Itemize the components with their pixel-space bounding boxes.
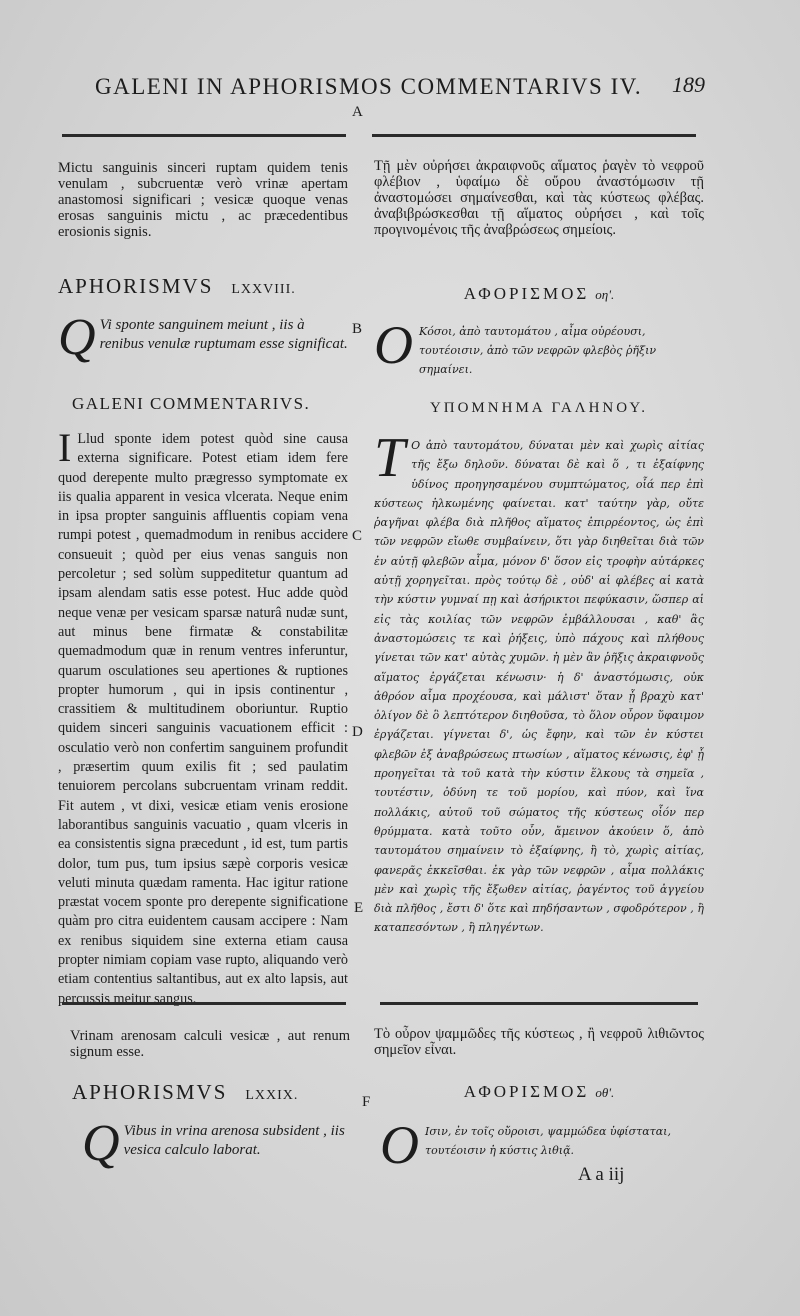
summary-top-latin: Mictu sanguinis sinceri ruptam quidem tenis venulam , subcruentæ verò vrinæ apertam anastomosi significari ; vesicæ quoque venas erosas sanguinis mictu , ac præcedentibus erosionis signis. xyxy=(58,160,348,240)
aphorism-78-label-greek: ΑΦΟΡΙΣΜΟΣ xyxy=(463,284,590,303)
running-title: GALENI IN APHORISMOS COMMENTARIVS IV. xyxy=(95,74,643,99)
aphorism-78-heading-latin xyxy=(58,274,348,299)
mid-rule-left xyxy=(62,1002,346,1005)
aphorism-79-initial-greek: Ο xyxy=(380,1115,419,1175)
top-rule-left xyxy=(62,134,346,137)
aphorism-79-body-latin: Vibus in vrina arenosa subsident , iis vesica calculo laborat. xyxy=(123,1123,345,1158)
aphorism-78-body-latin: Vi sponte sanguinem meiunt , iis à renibus venulæ ruptuтam esse significat. xyxy=(99,317,348,352)
signature-mark: A a iij xyxy=(578,1164,625,1185)
commentary-78-body-greek: Ο ἀπὸ ταυτομάτου, δύναται μὲν καὶ χωρὶς αἰτίας τῆς ἔξω δηλοῦν. δύναται δὲ καὶ ὅ , τι ἐξαίφνης ὑδίνος προηγησαμένου συμπτώματος, οἷά περ ἐπὶ κύστεως ἡλκωμένης φαίνεται. κατ' ταύτην γὰρ, οὔτε ῥαγῆναι φλέβα διὰ πλῆθος αἵματος ἐπιρρέοντος, ὡς ἐπὶ τῶν νεφρῶν εἴωθε συμβαίνειν, ὅτι γὰρ διηθεῖται διὰ τῶν ἐν αὐτῇ φλεβῶν αἷμα, μόνον δ' ὅσον εἰς τροφὴν αὐτάρκες αὐτῇ χορηγεῖται. πρὸς τούτῳ δὲ , οὐδ' αἱ φλέβες αἱ κατὰ τὴν κύστιν γυμναί πῃ καὶ ἀσήρικτοι πεφύκασιν, ὥσπερ αἱ εἰς τὰς κοιλίας τῶν νεφρῶν ἐμβάλλουσαι , καθ' ἃς ἀναστομώσεις τε καὶ ῥήξεις, ὑπὸ πάχους καὶ πλήθους γίνεται τῶν κατ' αὐτὰς χυμῶν. ἡ μὲν ἂν ῥῆξις ἀκραιφνοῦς αἵματος ἐργάζεται κένωσιν· ἡ δ' ἀναστόμωσις, οὐκ ἀθρόον αἷμα προχέουσα, καὶ μάλιστ' ὅταν ᾖ βραχὺ κατ' ὀλίγον δὲ ὃ λεπτότερον διηθοῦσα, τὸ ὅλον οὖρον ὕφαιμον ἐργάζεται. γίγνεται δ', ὡς ἔφην, καὶ τῶν ἐν κύστει φλεβῶν ἐξ ἀναβρώσεως πτωσίων , αἵματος κένωσις, ἐφ' ᾗ προηγεῖται τὰ τοῦ κατὰ τὴν κύστιν ἕλκους τὰ σημεῖα , τουτέστιν, ὀδύνη τε τοῦ μορίου, καὶ πύον, καὶ ἴνα πολλάκις, αὐτοῦ τοῦ σώματος τῆς κύστεως οἷόν περ θρύμματα. κατὰ τοῦτο οὖν, ἄμεινον ἀκούειν ὅ, ἀπὸ ταυτομάτου σημαίνειν τὸ ἐξαίφνης, ἢ τὸ, χωρὶς αἰτίας, φανερᾶς ἐκκεῖσθαι. ἐκ γὰρ τῶν νεφρῶν , αἷμα πολλάκις μὲν καὶ χωρὶς τῆς ἔξωθεν αἰτίας, ῥαγέντος τοῦ ἀγγείου διὰ πλῆθος , ἔστι δ' ὅτε καὶ πηδήσαντων , σφοδρότερον , ἢ καταπεσόντων , ἢ πληγέντων. xyxy=(374,439,704,935)
aphorism-79-label-greek: ΑΦΟΡΙΣΜΟΣ xyxy=(463,1082,590,1101)
aphorism-78-label-latin: APHORISMVS xyxy=(58,274,214,298)
commentary-78-body-latin: Llud sponte idem potest quòd sine causa externa significare. Potest etiam idem fere quod derepente multo prægressо symptomate ex iis qualia apparent in vesica vlcerata. Neque enim in ipsa propter sanguinis affluentis copiam vena rumpi potest , quemadmodum in renibus accidere consueuit ; quòd per eius venas sanguis non percoletur ; sed solùm suppeditetur quantum ad ipsam alendam satis esse potest. Huc adde quòd neque venæ per vesicam sparsæ naturâ nudæ sunt, aut minus bene firmatæ & constabilitæ quemadmodum quæ in renum ventres inferuntur, quarum osculationes seu apertiones & ruptiones propter humorum , qui in ipsis continentur , crassitiem & multitudinem oboriuntur. Ruptio quidem sinceri sanguinis vacuationem efficit : osculatio verò non confertim sanguinem profundit , præsertim quum exilis fit ; sed paulatim tenuiorem percolans subcruentam vrinam reddit. Fit autem , vt dixi, vesicæ etiam venis erosione laborantibus sanguinis vacuatio , quam vlceris in ea consistentis signa præcedunt , id est, tum partis dolor, tum pus, tum ipsius sæpè corporis vesicæ veluti minuta quædam ramenta. Hac igitur ratione præstat vocem sponte pro derepente significatione quàm pro citra euidentem causam accipere : Nam ex renibus siquidem sine externa etiam causa propter nimiam copiam vase rupto, aliquando verò etiam contentius saltantibus, aut ex alto lapsis, aut percussis meitur sangus. xyxy=(58,431,348,1007)
commentary-78-text-latin xyxy=(58,425,348,1009)
commentary-78-initial-greek: Τ xyxy=(374,427,406,489)
aphorism-78-initial-latin: Q xyxy=(58,309,96,366)
aphorism-78-number-latin: LXXVIII. xyxy=(231,282,296,297)
commentary-78-heading-greek: ΥΠΟΜΝΗΜΑ ΓΑΛΗΝΟΥ. xyxy=(429,400,649,416)
aphorism-79-heading-greek xyxy=(374,1082,704,1102)
margin-letter-c: C xyxy=(352,528,363,544)
aphorism-78-text-latin xyxy=(58,309,348,366)
commentary-78-initial-latin: I xyxy=(58,425,72,470)
aphorism-78-body-greek: Κόσοι, ἀπὸ ταυτομάτου , αἷμα οὐρέουσι, τουτέοισιν, ἀπὸ τῶν νεφρῶν φλεβὸς ῥῆξιν σημαίνει. xyxy=(419,325,657,376)
aphorism-79-body-greek: Ισιν, ἐν τοῖς οὔροισι, ψαμμώδεα ὑφίσταται, τουτέοισιν ἡ κύστις λιθιᾷ. xyxy=(425,1125,671,1157)
margin-letter-e: E xyxy=(354,900,364,916)
aphorism-79-number-greek: οθ'. xyxy=(595,1085,615,1100)
aphorism-79-text-latin xyxy=(82,1115,352,1172)
aphorism-78-initial-greek: Ο xyxy=(374,315,413,375)
mid-rule-right xyxy=(380,1002,698,1005)
summary-bottom-latin: Vrinam arenosam calculi vesicæ , aut renum signum esse. xyxy=(70,1028,350,1060)
aphorism-79-number-latin: LXXIX. xyxy=(245,1088,299,1103)
page-number: 189 xyxy=(672,72,705,97)
commentary-78-text-greek xyxy=(374,427,704,938)
margin-letter-f: F xyxy=(362,1094,371,1110)
summary-bottom-greek: Τὸ οὖρον ψαμμῶδες τῆς κύστεως , ἢ νεφροῦ λιθιῶντος σημεῖον εἶναι. xyxy=(374,1026,704,1058)
aphorism-78-heading-greek xyxy=(374,284,704,304)
margin-letter-a: A xyxy=(352,104,363,120)
aphorism-78-text-greek xyxy=(374,315,704,379)
aphorism-79-heading-latin xyxy=(72,1080,362,1105)
aphorism-79-label-latin: APHORISMVS xyxy=(72,1080,228,1104)
aphorism-78-number-greek: οη'. xyxy=(595,287,615,302)
commentary-78-heading-latin: GALENI COMMENTARIVS. xyxy=(72,394,311,413)
margin-letter-d: D xyxy=(352,724,363,740)
aphorism-79-initial-latin: Q xyxy=(82,1115,120,1172)
summary-top-greek: Τῇ μὲν οὐρήσει ἀκραιφνοῦς αἵματος ῥαγὲν τὸ νεφροῦ φλέβιον , ὑφαίμω δὲ οὔρου ἀναστόμωσιν τῇ ἀναστομώσει σημαίνεσθαι, καὶ τὰς κύστεως φλέβας. ἀναβιβρώσκεσθαι τῇ αἵματος οὐρήσει , καὶ τοῖς προγινομένοις τῆς ἀναβρώσεως σημείοις. xyxy=(374,158,704,238)
margin-letter-b: B xyxy=(352,321,363,337)
top-rule-right xyxy=(372,134,696,137)
